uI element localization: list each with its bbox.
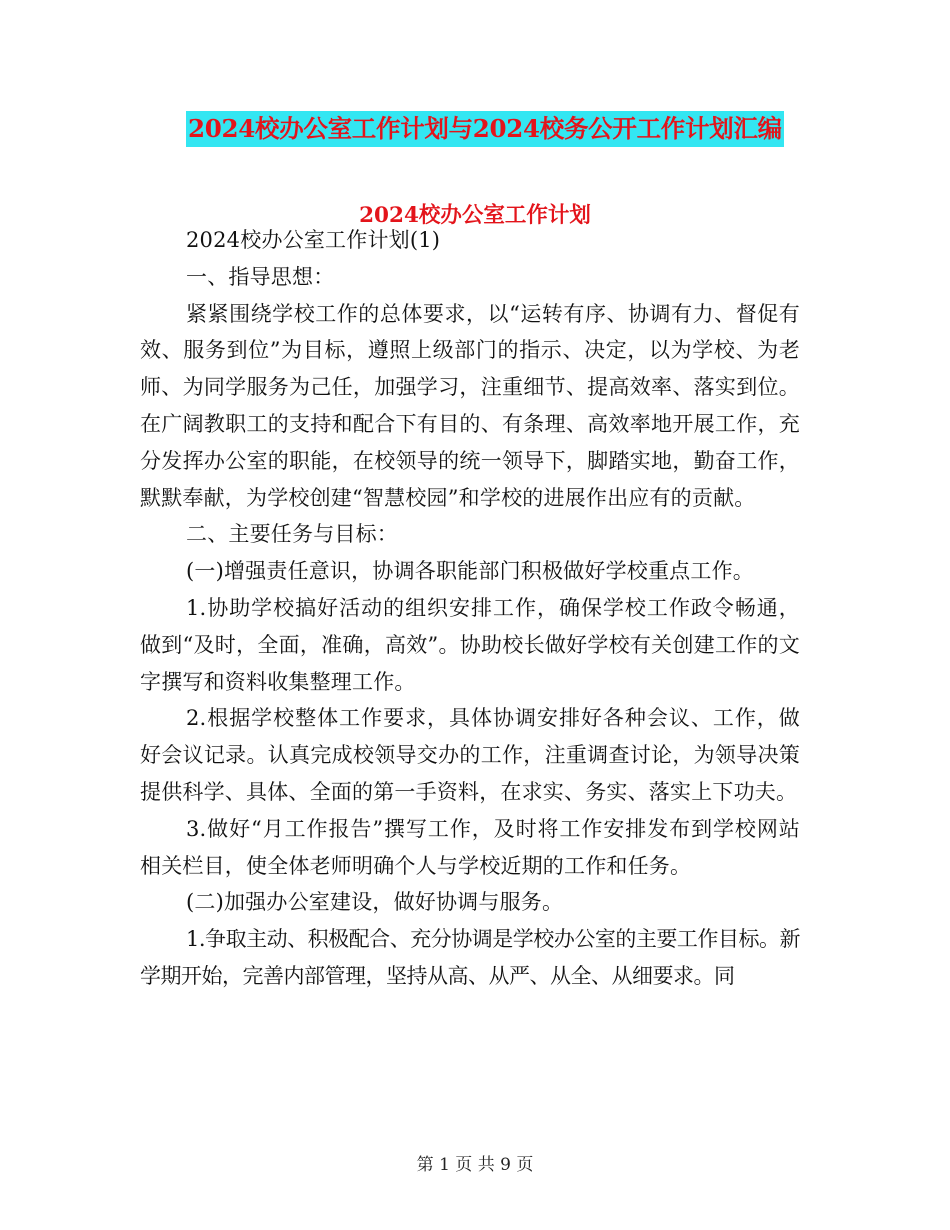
paragraph: 紧紧围绕学校工作的总体要求，以“运转有序、协调有力、督促有效、服务到位”为目标，遵照上级部门的指示、决定，以为学校、为老师、为同学服务为己任，加强学习，注重细节、提高效率、落实到位。在广阔教职工的支持和配合下有目的、有条理、高效率地开展工作，充分发挥办公室的职能，在校领导的统一领导下，脚踏实地，勤奋工作，默默奉献，为学校创建“智慧校园”和学校的进展作出应有的贡献。	[140, 301, 800, 510]
paragraph: 3.做好“月工作报告”撰写工作，及时将工作安排发布到学校网站相关栏目，使全体老师明确个人与学校近期的工作和任务。	[140, 816, 800, 878]
paragraph: (一)增强责任意识，协调各职能部门积极做好学校重点工作。	[186, 559, 754, 584]
paragraph: 1.争取主动、积极配合、充分协调是学校办公室的主要工作目标。新学期开始，完善内部管理，坚持从高、从严、从全、从细要求。同	[140, 927, 800, 988]
paragraph: 1.协助学校搞好活动的组织安排工作，确保学校工作政令畅通，做到“及时，全面，准确，高效”。协助校长做好学校有关创建工作的文字撰写和资料收集整理工作。	[140, 595, 800, 694]
page-indicator: 第 1 页 共 9 页	[416, 1155, 534, 1175]
section-title: 2024校办公室工作计划	[359, 203, 591, 228]
paragraph-heading: 一、指导思想：	[186, 264, 335, 289]
paragraph: 2.根据学校整体工作要求，具体协调安排好各种会议、工作，做好会议记录。认真完成校领导交办的工作，注重调查讨论，为领导决策提供科学、具体、全面的第一手资料，在求实、务实、落实上下功夫。	[140, 706, 800, 804]
document-body	[140, 222, 800, 995]
paragraph-heading: 2024校办公室工作计划(1)	[186, 228, 441, 252]
paragraph: (二)加强办公室建设，做好协调与服务。	[186, 890, 564, 915]
paragraph-heading: 二、主要任务与目标：	[186, 522, 398, 547]
document-title: 2024校办公室工作计划与2024校务公开工作计划汇编	[186, 111, 784, 147]
